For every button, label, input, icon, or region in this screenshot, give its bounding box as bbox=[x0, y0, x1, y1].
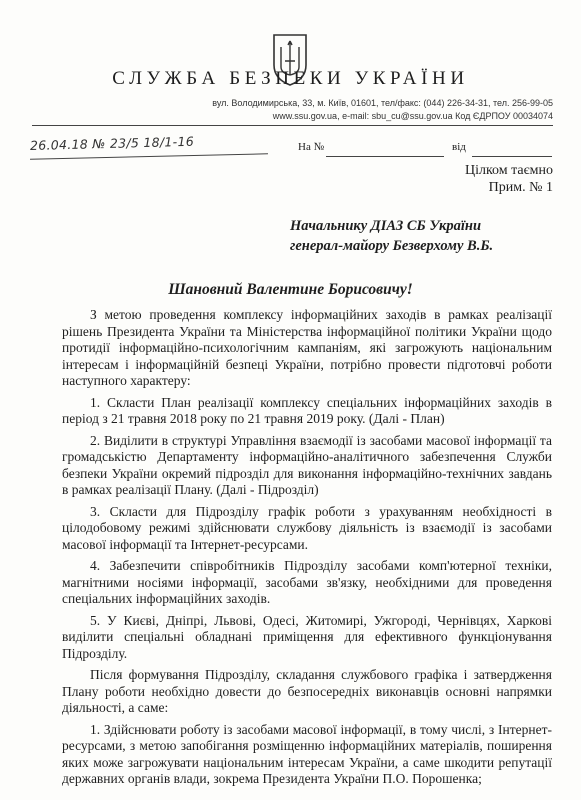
reference-number-line bbox=[326, 156, 444, 157]
reference-number-label: На № bbox=[298, 141, 325, 153]
body-paragraph: 5. У Києві, Дніпрі, Львові, Одесі, Житомирі, Ужгороді, Чернівцях, Харкові виділити спеціальні обладнані приміщення для ефективного функціонування Підрозділу. bbox=[62, 612, 552, 661]
organization-name: СЛУЖБА БЕЗПЕКИ УКРАЇНИ bbox=[112, 68, 469, 89]
letter-body bbox=[62, 307, 552, 793]
addressee-block bbox=[290, 216, 560, 256]
classification-block bbox=[465, 162, 553, 196]
addressee-name: генерал-майору Безверхому В.Б. bbox=[290, 238, 494, 254]
body-paragraph: З метою проведення комплексу інформаційних заходів в рамках реалізації рішень Президента України та Міністерства інформаційної політики України щодо протидії інформаційно-психологічним кампаніям, які загрожують національним інтересам і інформаційній безпеці України, потрібно провести підготовчі роботи наступного характеру: bbox=[62, 307, 552, 388]
body-paragraph: 4. Забезпечити співробітників Підрозділу засобами комп'ютерної техніки, магнітними носіями інформації, засобами зв'язку, необхідними для проведення спеціальних інформаційних заходів. bbox=[62, 558, 552, 606]
body-paragraph: 1. Скласти План реалізації комплексу спеціальних інформаційних заходів в період з 21 травня 2018 року по 21 травня 2019 року. (Далі - План) bbox=[62, 394, 552, 426]
contact-line: www.ssu.gov.ua, e-mail: sbu_cu@ssu.gov.ua Код ЄДРПОУ 00034074 bbox=[272, 111, 553, 121]
address-line: вул. Володимирська, 33, м. Київ, 01601, тел/факс: (044) 226-34-31, тел. 256-99-05 bbox=[212, 98, 553, 108]
body-paragraph: Після формування Підрозділу, складання службового графіка і затвердження Плану роботи необхідно довести до безпосередніх виконавців основні напрямки діяльності, а саме: bbox=[62, 667, 552, 715]
salutation: Шановний Валентине Борисовичу! bbox=[168, 281, 413, 298]
reference-date-label: від bbox=[452, 141, 466, 153]
registration-underline bbox=[30, 153, 268, 159]
reference-date-line bbox=[472, 156, 552, 157]
body-paragraph: 2. Виділити в структурі Управління взаємодії із засобами масової інформації та громадськістю Департаменту інформаційно-аналітичного забезпечення Служби безпеки України окремий підрозділ для виконання інформаційно-технічних завдань в рамках реалізації Плану. (Далі - Підрозділ) bbox=[62, 432, 552, 497]
addressee-position: Начальнику ДІАЗ СБ України bbox=[290, 218, 482, 234]
copy-number: Прим. № 1 bbox=[488, 180, 553, 195]
body-paragraph: 3. Скласти для Підрозділу графік роботи з урахуванням необхідності в цілодобовому режимі здійснювати службову діяльність із взаємодії із засобами масової інформації та Інтернет-ресурсами. bbox=[62, 503, 552, 552]
handwritten-registration-number: 26.04.18 № 23/5 18/1-16 bbox=[29, 133, 195, 153]
secrecy-stamp: Цілком таємно bbox=[464, 163, 553, 178]
letterhead-divider bbox=[32, 125, 553, 126]
body-paragraph: 1. Здійснювати роботу із засобами масової інформації, в тому числі, з Інтернет-ресурсами, з метою запобігання розміщенню інформаційних матеріалів, поширення яких може загрожувати національним інтересам України, а саме шкодити репутації державних органів влади, зокрема Президента України П.О. Порошенка; bbox=[62, 721, 552, 786]
